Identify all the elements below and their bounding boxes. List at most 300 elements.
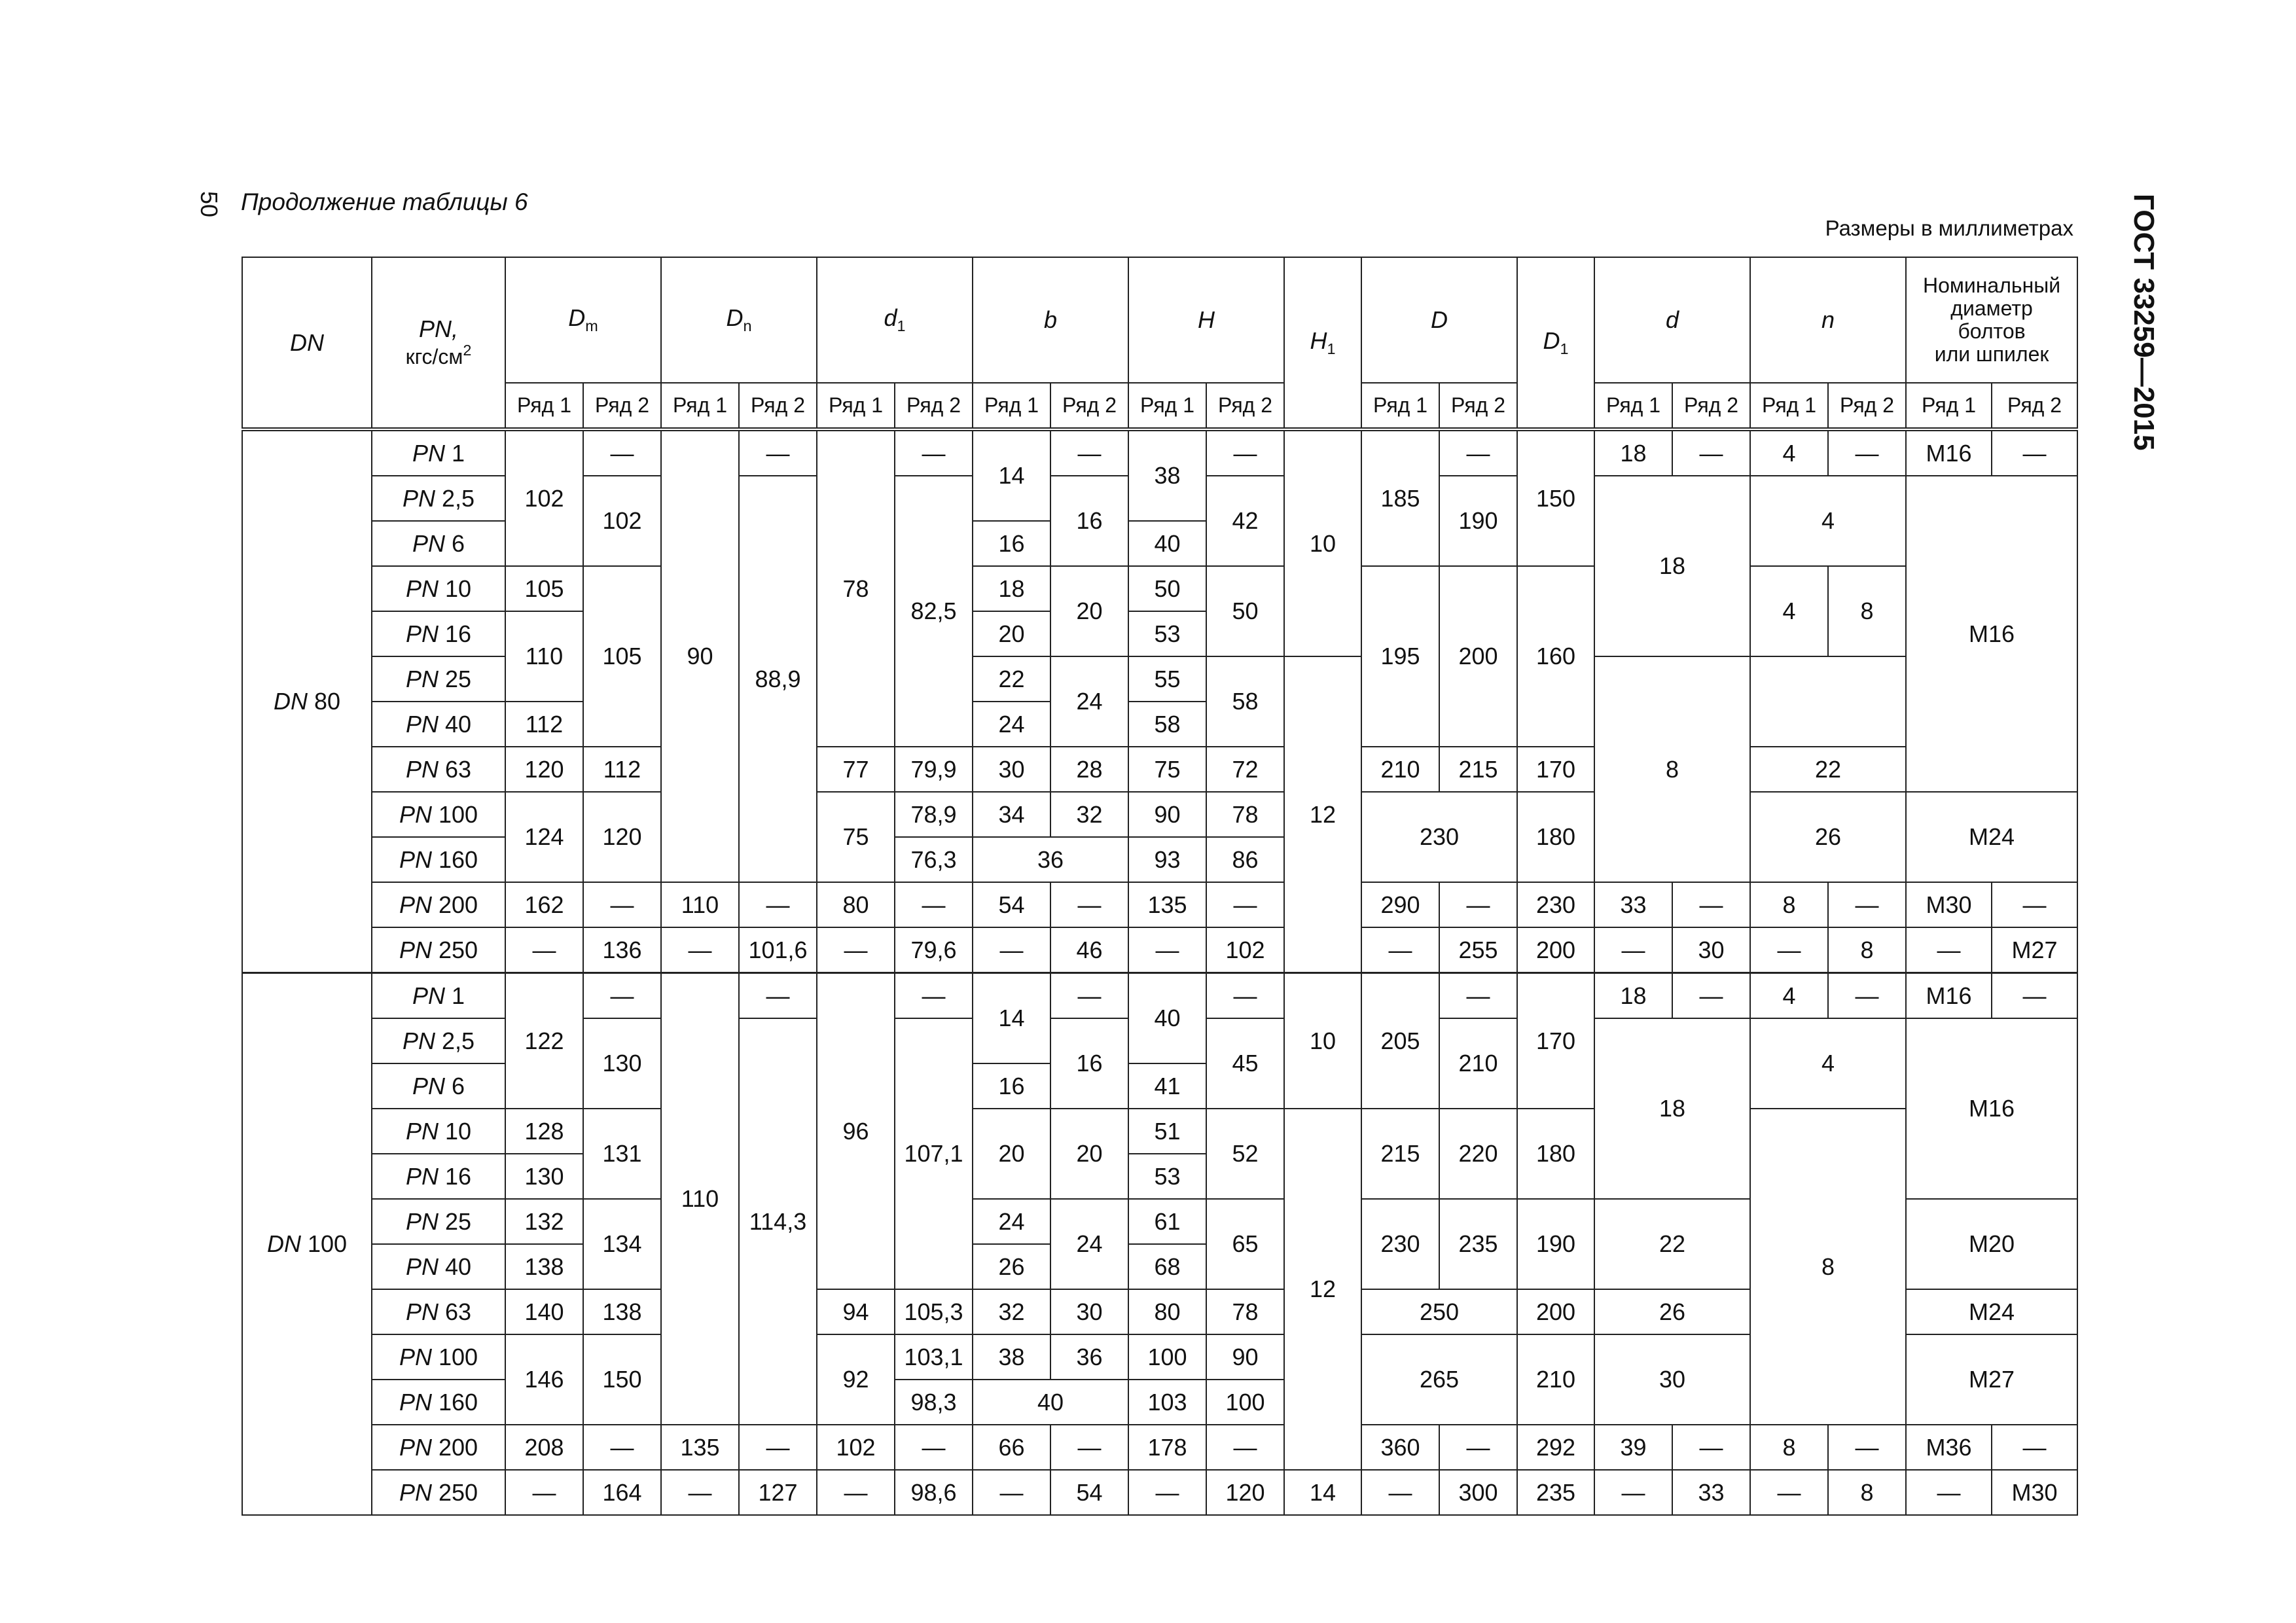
cell: 105 — [505, 566, 583, 611]
cell: 12 — [1284, 656, 1361, 973]
cell: — — [1206, 973, 1284, 1019]
cell: 110 — [661, 882, 739, 927]
cell: — — [1672, 429, 1750, 476]
pn-cell: PN 6 — [372, 1063, 505, 1109]
row2-label: Ряд 2 — [1992, 383, 2077, 429]
cell: 110 — [505, 611, 583, 702]
cell: — — [1906, 1470, 1992, 1515]
cell: 250 — [1361, 1289, 1517, 1334]
cell: 205 — [1361, 973, 1439, 1109]
cell: 58 — [1206, 656, 1284, 747]
cell: — — [1750, 927, 1828, 973]
cell: — — [973, 927, 1050, 973]
cell: 105 — [583, 566, 661, 747]
cell: 8 — [1750, 882, 1828, 927]
cell: 134 — [583, 1199, 661, 1289]
cell: — — [895, 973, 973, 1019]
cell: М27 — [1992, 927, 2077, 973]
cell: 72 — [1206, 747, 1284, 792]
cell: — — [1439, 429, 1517, 476]
col-d-outer: D — [1361, 257, 1517, 383]
cell: 170 — [1517, 747, 1594, 792]
col-dm: $D_m$ — [505, 257, 661, 383]
cell: 180 — [1517, 1109, 1594, 1199]
pn-cell: PN 40 — [372, 1244, 505, 1289]
cell: 220 — [1439, 1109, 1517, 1199]
cell: М16 — [1906, 429, 1992, 476]
cell: 8 — [1828, 1470, 1906, 1515]
cell: — — [1361, 927, 1439, 973]
cell: 8 — [1750, 1109, 1906, 1425]
cell: — — [1750, 1470, 1828, 1515]
cell: 4 — [1750, 566, 1828, 656]
cell: 4 — [1750, 429, 1828, 476]
cell: — — [583, 973, 661, 1019]
cell: — — [1050, 429, 1128, 476]
cell: 22 — [1750, 747, 1906, 792]
cell: 77 — [817, 747, 895, 792]
cell: 68 — [1128, 1244, 1206, 1289]
row1-label: Ряд 1 — [817, 383, 895, 429]
cell: 98,6 — [895, 1470, 973, 1515]
cell: 26 — [1750, 792, 1906, 882]
cell: — — [1206, 429, 1284, 476]
cell: 112 — [583, 747, 661, 792]
cell: — — [1992, 973, 2077, 1019]
cell: 215 — [1361, 1109, 1439, 1199]
cell: 138 — [505, 1244, 583, 1289]
cell: 53 — [1128, 1154, 1206, 1199]
cell: — — [739, 1425, 817, 1470]
cell: 88,9 — [739, 476, 817, 882]
pn-cell: PN 25 — [372, 656, 505, 702]
cell: 101,6 — [739, 927, 817, 973]
cell: — — [817, 1470, 895, 1515]
cell: 4 — [1750, 1018, 1906, 1109]
table-row — [242, 973, 2077, 1019]
table-row — [242, 1470, 2077, 1515]
cell: 150 — [1517, 429, 1594, 566]
units-note: Размеры в миллиметрах — [1825, 216, 2073, 240]
cell: 80 — [817, 882, 895, 927]
cell: 4 — [1750, 476, 1906, 566]
cell: 230 — [1361, 1199, 1439, 1289]
cell: 190 — [1517, 1199, 1594, 1289]
cell: М30 — [1906, 882, 1992, 927]
cell: 102 — [583, 476, 661, 566]
dn-cell: DN 80 — [242, 429, 372, 973]
cell: 30 — [1672, 927, 1750, 973]
cell: — — [1992, 882, 2077, 927]
pn-cell: PN 160 — [372, 837, 505, 882]
cell: 124 — [505, 792, 583, 882]
cell: 39 — [1594, 1425, 1672, 1470]
cell: 18 — [1594, 973, 1672, 1019]
row2-label: Ряд 2 — [1828, 383, 1906, 429]
cell: 90 — [661, 429, 739, 882]
cell: 26 — [1594, 1289, 1750, 1334]
cell: 292 — [1517, 1425, 1594, 1470]
cell: 114,3 — [739, 1018, 817, 1425]
cell: 164 — [583, 1470, 661, 1515]
cell: — — [1050, 882, 1128, 927]
cell: 40 — [973, 1380, 1128, 1425]
cell: 34 — [973, 792, 1050, 837]
cell: 10 — [1284, 973, 1361, 1109]
row1-label: Ряд 1 — [1361, 383, 1439, 429]
cell: 208 — [505, 1425, 583, 1470]
pn-cell: PN 250 — [372, 1470, 505, 1515]
table-row — [242, 1109, 2077, 1154]
col-b: b — [973, 257, 1128, 383]
cell: 8 — [1828, 927, 1906, 973]
cell: 180 — [1517, 792, 1594, 882]
cell: — — [1992, 429, 2077, 476]
cell: 24 — [1050, 656, 1128, 747]
cell: — — [1828, 882, 1906, 927]
cell: 54 — [973, 882, 1050, 927]
cell: 30 — [1050, 1289, 1128, 1334]
cell: 18 — [1594, 429, 1672, 476]
pn-cell: PN 16 — [372, 611, 505, 656]
col-h: H — [1128, 257, 1284, 383]
cell: 131 — [583, 1109, 661, 1199]
cell: 20 — [973, 611, 1050, 656]
cell: 32 — [973, 1289, 1050, 1334]
cell: — — [1828, 973, 1906, 1019]
table-row — [242, 792, 2077, 837]
cell: 8 — [1594, 656, 1750, 882]
cell: 54 — [1050, 1470, 1128, 1515]
cell: 16 — [1050, 1018, 1128, 1109]
cell: 20 — [1050, 1109, 1128, 1199]
cell: 75 — [1128, 747, 1206, 792]
pn-cell: PN 16 — [372, 1154, 505, 1199]
cell: — — [1439, 1425, 1517, 1470]
cell: 45 — [1206, 1018, 1284, 1109]
col-dn: DN — [242, 257, 372, 429]
cell: 20 — [973, 1109, 1050, 1199]
pn-cell: PN 1 — [372, 429, 505, 476]
cell: 100 — [1128, 1334, 1206, 1380]
standard-label: ГОСТ 33259—2015 — [2128, 194, 2160, 451]
cell: 265 — [1361, 1334, 1517, 1425]
cell: М30 — [1992, 1470, 2077, 1515]
cell: 76,3 — [895, 837, 973, 882]
cell: — — [1672, 973, 1750, 1019]
cell: 50 — [1128, 566, 1206, 611]
cell: 12 — [1284, 1109, 1361, 1470]
cell: — — [1206, 1425, 1284, 1470]
cell: 30 — [1594, 1334, 1750, 1425]
cell: 146 — [505, 1334, 583, 1425]
row2-label: Ряд 2 — [1439, 383, 1517, 429]
cell: — — [1128, 927, 1206, 973]
cell: 78 — [817, 429, 895, 747]
cell: М16 — [1906, 476, 2077, 792]
cell: М16 — [1906, 973, 1992, 1019]
cell: — — [583, 429, 661, 476]
cell: 36 — [973, 837, 1128, 882]
cell: — — [1992, 1425, 2077, 1470]
cell: 98,3 — [895, 1380, 973, 1425]
cell: 122 — [505, 973, 583, 1109]
table-row — [242, 882, 2077, 927]
cell: 105,3 — [895, 1289, 973, 1334]
cell: 135 — [661, 1425, 739, 1470]
dn-cell: DN 100 — [242, 973, 372, 1516]
cell: 82,5 — [895, 476, 973, 747]
pn-cell: PN 6 — [372, 521, 505, 566]
cell: 210 — [1439, 1018, 1517, 1109]
cell: 235 — [1439, 1199, 1517, 1289]
cell: 20 — [1050, 566, 1128, 656]
cell: — — [1906, 927, 1992, 973]
cell: 8 — [1750, 1425, 1828, 1470]
cell: — — [1050, 973, 1128, 1019]
cell: 28 — [1050, 747, 1128, 792]
pn-cell: PN 2,5 — [372, 476, 505, 521]
cell: 53 — [1128, 611, 1206, 656]
cell: 127 — [739, 1470, 817, 1515]
cell: 16 — [973, 1063, 1050, 1109]
pn-cell: PN 25 — [372, 1199, 505, 1244]
cell: 120 — [1206, 1470, 1284, 1515]
cell: 36 — [1050, 1334, 1128, 1380]
cell: 150 — [583, 1334, 661, 1425]
cell: 58 — [1128, 702, 1206, 747]
cell: — — [1050, 1425, 1128, 1470]
row1-label: Ряд 1 — [1906, 383, 1992, 429]
cell: 26 — [973, 1244, 1050, 1289]
cell: 24 — [973, 702, 1050, 747]
cell: 92 — [817, 1334, 895, 1425]
cell: 16 — [973, 521, 1050, 566]
cell: 40 — [1128, 973, 1206, 1064]
cell: 61 — [1128, 1199, 1206, 1244]
cell: 136 — [583, 927, 661, 973]
pn-cell: PN 10 — [372, 566, 505, 611]
cell: 18 — [1594, 476, 1750, 656]
cell: 230 — [1517, 882, 1594, 927]
cell: 170 — [1517, 973, 1594, 1109]
row2-label: Ряд 2 — [1672, 383, 1750, 429]
cell: 42 — [1206, 476, 1284, 566]
cell: 51 — [1128, 1109, 1206, 1154]
cell: 200 — [1517, 927, 1594, 973]
row1-label: Ряд 1 — [1128, 383, 1206, 429]
cell: 195 — [1361, 566, 1439, 747]
cell: 78 — [1206, 792, 1284, 837]
cell: 200 — [1517, 1289, 1594, 1334]
cell: 90 — [1128, 792, 1206, 837]
pn-cell: PN 200 — [372, 882, 505, 927]
col-n: n — [1750, 257, 1906, 383]
cell: 130 — [505, 1154, 583, 1199]
cell: 16 — [1050, 476, 1128, 566]
cell: — — [895, 1425, 973, 1470]
pn-cell: PN 100 — [372, 1334, 505, 1380]
cell: — — [739, 429, 817, 476]
cell: 78 — [1206, 1289, 1284, 1334]
cell: 32 — [1050, 792, 1128, 837]
cell: 10 — [1284, 429, 1361, 656]
cell: 78,9 — [895, 792, 973, 837]
cell: — — [1361, 1470, 1439, 1515]
cell: 160 — [1517, 566, 1594, 747]
pn-cell: PN 1 — [372, 973, 505, 1019]
cell: — — [661, 927, 739, 973]
cell: 210 — [1517, 1334, 1594, 1425]
cell: 22 — [973, 656, 1050, 702]
cell: — — [895, 882, 973, 927]
cell: 255 — [1439, 927, 1517, 973]
cell: 14 — [973, 429, 1050, 521]
cell: 103 — [1128, 1380, 1206, 1425]
cell: — — [1439, 882, 1517, 927]
cell: — — [1206, 882, 1284, 927]
pn-cell: PN 40 — [372, 702, 505, 747]
row2-label: Ряд 2 — [1206, 383, 1284, 429]
row2-label: Ряд 2 — [583, 383, 661, 429]
cell: 102 — [1206, 927, 1284, 973]
cell: 55 — [1128, 656, 1206, 702]
cell: — — [1128, 1470, 1206, 1515]
cell: 30 — [973, 747, 1050, 792]
cell: 190 — [1439, 476, 1517, 566]
cell: 18 — [973, 566, 1050, 611]
table-row — [242, 566, 2077, 611]
cell: 96 — [817, 973, 895, 1290]
cell: 112 — [505, 702, 583, 747]
cell: М24 — [1906, 792, 2077, 882]
cell: М27 — [1906, 1334, 2077, 1425]
cell: — — [505, 927, 583, 973]
row1-label: Ряд 1 — [1750, 383, 1828, 429]
cell: 200 — [1439, 566, 1517, 747]
cell: — — [1828, 1425, 1906, 1470]
cell: — — [739, 973, 817, 1019]
col-d1-bolt: $D_1$ — [1517, 257, 1594, 429]
cell: — — [895, 429, 973, 476]
cell: М24 — [1906, 1289, 2077, 1334]
cell: 38 — [973, 1334, 1050, 1380]
cell: 132 — [505, 1199, 583, 1244]
row1-label: Ряд 1 — [1594, 383, 1672, 429]
cell: — — [1439, 973, 1517, 1019]
cell: — — [1672, 1425, 1750, 1470]
row2-label: Ряд 2 — [895, 383, 973, 429]
pn-cell: PN 160 — [372, 1380, 505, 1425]
cell: 80 — [1128, 1289, 1206, 1334]
cell: 107,1 — [895, 1018, 973, 1289]
cell: 290 — [1361, 882, 1439, 927]
row1-label: Ряд 1 — [505, 383, 583, 429]
cell: 66 — [973, 1425, 1050, 1470]
cell: — — [739, 882, 817, 927]
cell: 100 — [1206, 1380, 1284, 1425]
cell: — — [973, 1470, 1050, 1515]
cell: 79,9 — [895, 747, 973, 792]
col-d1: $d_1$ — [817, 257, 973, 383]
table-row — [242, 1425, 2077, 1470]
cell: 46 — [1050, 927, 1128, 973]
cell: 90 — [1206, 1334, 1284, 1380]
cell: 4 — [1750, 973, 1828, 1019]
cell: 22 — [1594, 1199, 1750, 1289]
col-d-hole: d — [1594, 257, 1750, 383]
cell: 235 — [1517, 1470, 1594, 1515]
cell: 102 — [505, 429, 583, 566]
cell: 18 — [1594, 1018, 1750, 1199]
pn-cell: PN 200 — [372, 1425, 505, 1470]
cell: — — [583, 882, 661, 927]
cell: М36 — [1906, 1425, 1992, 1470]
cell: 178 — [1128, 1425, 1206, 1470]
table-row — [242, 927, 2077, 973]
cell: 33 — [1594, 882, 1672, 927]
cell: 24 — [1050, 1199, 1128, 1289]
cell: 215 — [1439, 747, 1517, 792]
table-row — [242, 702, 2077, 747]
cell: 86 — [1206, 837, 1284, 882]
col-dn-outer: $D_n$ — [661, 257, 817, 383]
pn-cell: PN 63 — [372, 1289, 505, 1334]
cell: 41 — [1128, 1063, 1206, 1109]
cell: 128 — [505, 1109, 583, 1154]
table-row — [242, 429, 2077, 476]
cell: 102 — [817, 1425, 895, 1470]
pn-cell: PN 63 — [372, 747, 505, 792]
cell: 50 — [1206, 566, 1284, 656]
cell: 14 — [973, 973, 1050, 1064]
cell: — — [1594, 927, 1672, 973]
cell: 103,1 — [895, 1334, 973, 1380]
cell: 210 — [1361, 747, 1439, 792]
cell: 130 — [583, 1018, 661, 1109]
cell: 93 — [1128, 837, 1206, 882]
cell: 33 — [1672, 1470, 1750, 1515]
col-pn: PN, кгс/$см^2$ — [372, 257, 505, 429]
cell: 79,6 — [895, 927, 973, 973]
flange-dimensions-table — [242, 257, 2078, 1516]
row1-label: Ряд 1 — [661, 383, 739, 429]
cell: — — [1594, 1470, 1672, 1515]
cell: 138 — [583, 1289, 661, 1334]
cell: — — [1828, 429, 1906, 476]
cell: — — [1672, 882, 1750, 927]
pn-cell: PN 2,5 — [372, 1018, 505, 1063]
pn-cell: PN 250 — [372, 927, 505, 973]
cell: 120 — [505, 747, 583, 792]
col-h1: $H_1$ — [1284, 257, 1361, 429]
pn-cell: PN 10 — [372, 1109, 505, 1154]
cell: 360 — [1361, 1425, 1439, 1470]
cell: 40 — [1128, 521, 1206, 566]
cell: 75 — [817, 792, 895, 882]
cell: 52 — [1206, 1109, 1284, 1199]
cell: — — [661, 1470, 739, 1515]
cell: 65 — [1206, 1199, 1284, 1289]
cell: 110 — [661, 973, 739, 1425]
cell: 38 — [1128, 429, 1206, 521]
cell: 135 — [1128, 882, 1206, 927]
row2-label: Ряд 2 — [739, 383, 817, 429]
cell: 300 — [1439, 1470, 1517, 1515]
cell: М16 — [1906, 1018, 2077, 1199]
row1-label: Ряд 1 — [973, 383, 1050, 429]
pn-cell: PN 100 — [372, 792, 505, 837]
